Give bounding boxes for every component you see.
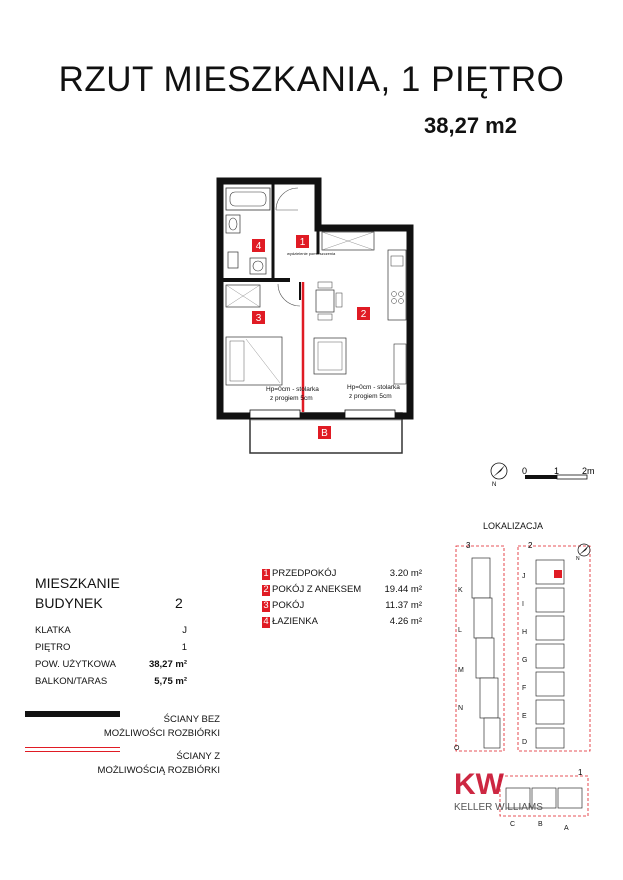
room-row-area: 19.44 m² (384, 584, 422, 595)
stair-label-b: B (538, 821, 543, 828)
building-2-label: 2 (528, 541, 533, 550)
stair-label-m: M (458, 667, 464, 674)
total-area: 38,27 m2 (424, 113, 517, 138)
scale-1: 1 (554, 466, 560, 476)
bathtub (226, 188, 270, 210)
info-label-area: POW. UŻYTKOWA (35, 659, 116, 670)
legend-solid-line-1: ŚCIANY BEZ (163, 714, 220, 725)
apartment-location-marker (554, 570, 562, 578)
room-row-area: 3.20 m² (389, 568, 422, 579)
outer-walls (220, 181, 410, 416)
stair-label-d: D (522, 739, 528, 746)
room-number-2: 2 (360, 309, 367, 320)
scale-2m: 2m (582, 466, 595, 476)
room-row-name: POKÓJ (272, 600, 305, 611)
location-title: LOKALIZACJA (483, 521, 544, 531)
room-row (262, 615, 422, 631)
info-building-value: 2 (175, 595, 183, 611)
legend-removable-text (90, 750, 220, 778)
info-value-balcony: 5,75 m² (154, 676, 187, 687)
room-row (262, 599, 422, 615)
legend-solid-text (100, 713, 220, 741)
kitchen-counter (388, 250, 406, 320)
stair-label-f: F (522, 685, 527, 692)
room-row-num: 3 (263, 600, 269, 611)
room-row-num: 1 (263, 568, 269, 579)
room-row-num: 4 (263, 616, 269, 627)
bed (226, 337, 282, 385)
info-label-balcony: BALKON/TARAS (35, 676, 108, 687)
north-arrow-icon (491, 463, 507, 488)
room-number-4: 4 (255, 241, 262, 252)
legend-removable-line-1: ŚCIANY Z (176, 751, 220, 762)
stair-label-k: K (458, 587, 463, 594)
location-map (440, 538, 615, 838)
building-3-label: 3 (466, 541, 471, 550)
north-label: N (492, 482, 497, 488)
room-row-area: 11.37 m² (385, 600, 422, 611)
room-number-3: 3 (255, 313, 262, 324)
room-row-area: 4.26 m² (389, 616, 422, 627)
svg-text:KW: KW (454, 768, 504, 801)
door-note-left-2: z progiem 5cm (270, 395, 313, 402)
legend-removable-line-2: MOŻLIWOŚCIĄ ROZBIÓRKI (97, 765, 220, 776)
room-row-name: ŁAZIENKA (272, 616, 318, 627)
rooms-list (262, 567, 422, 631)
info-label-klatka: KLATKA (35, 625, 71, 636)
sofa (314, 338, 346, 374)
stair-label-g: G (522, 657, 528, 664)
room-row-name: POKÓJ Z ANEKSEM (272, 584, 362, 595)
room-number-b: B (321, 428, 328, 439)
stair-label-h: H (522, 629, 528, 636)
door-note-right-2: z progiem 5cm (349, 393, 392, 400)
room-number-1: 1 (299, 237, 306, 248)
info-value-pietro: 1 (181, 642, 187, 653)
scale-0: 0 (522, 466, 528, 476)
stair-label-c: C (510, 821, 516, 828)
info-label-pietro: PIĘTRO (35, 642, 71, 653)
stair-label-l: L (458, 627, 462, 634)
info-value-klatka: J (182, 625, 187, 636)
toilet (228, 252, 238, 268)
stair-label-e: E (522, 713, 527, 720)
door-note-right-1: Hp=0cm - stolarka (347, 384, 400, 391)
stair-label-n: N (458, 705, 464, 712)
washing-machine (250, 258, 266, 274)
ventilation-note: wydzielenie pomieszczenia (287, 251, 336, 256)
info-value-area: 38,27 m² (148, 659, 187, 670)
room-row (262, 567, 422, 583)
stair-label-j: J (522, 573, 526, 580)
door-note-left-1: Hp=0cm - stolarka (266, 386, 319, 393)
scale-bar (525, 475, 557, 479)
room-row-name: PRZEDPOKÓJ (272, 568, 337, 579)
page-title: RZUT MIESZKANIA, 1 PIĘTRO (58, 60, 565, 99)
info-heading-apartment: MIESZKANIE (35, 575, 120, 591)
location-north-label: N (576, 556, 580, 562)
legend-solid-line-2: MOŻLIWOŚCI ROZBIÓRKI (103, 728, 220, 739)
building-1-label: 1 (578, 768, 583, 777)
info-heading-building: BUDYNEK (35, 595, 103, 611)
dining-table (316, 290, 334, 312)
room-row-num: 2 (263, 584, 269, 595)
logo-text: KELLER WILLIAMS (454, 802, 543, 813)
location-north-icon (576, 544, 590, 562)
stair-label-i: I (522, 601, 524, 608)
room-row (262, 583, 422, 599)
stair-label-o: O (454, 745, 460, 752)
stair-label-a: A (564, 825, 569, 832)
